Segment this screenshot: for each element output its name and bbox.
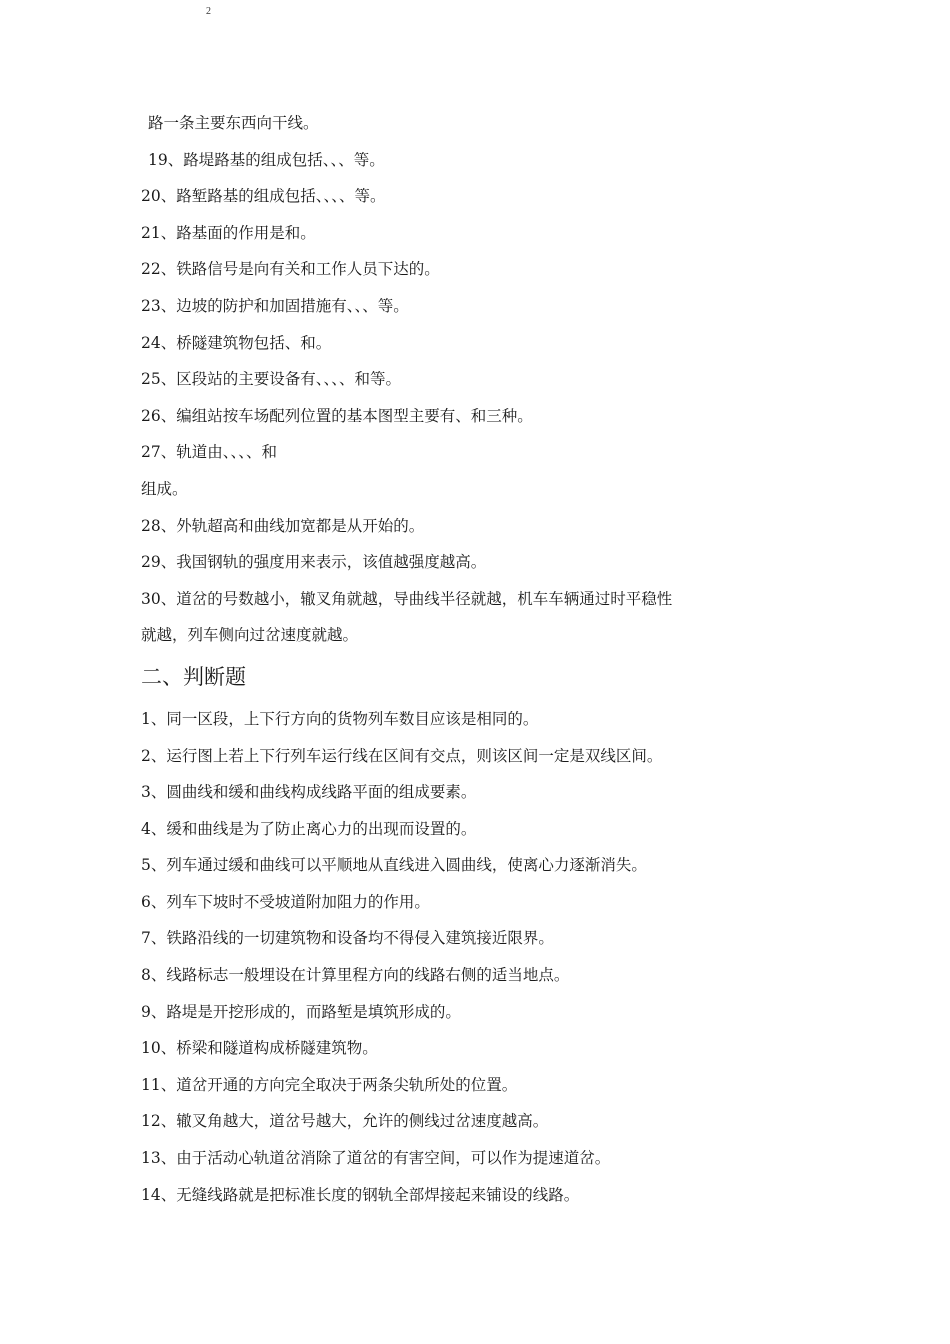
fill-in-item: 24、桥隧建筑物包括、和。 xyxy=(141,333,332,352)
fill-in-item: 20、路堑路基的组成包括、、、、等。 xyxy=(141,187,386,206)
true-false-item: 5、列车通过缓和曲线可以平顺地从直线进入圆曲线，使离心力逐渐消失。 xyxy=(141,856,647,875)
section-title: 二、判断题 xyxy=(141,664,246,689)
true-false-item: 6、列车下坡时不受坡道附加阻力的作用。 xyxy=(141,892,430,911)
true-false-item: 1、同一区段，上下行方向的货物列车数目应该是相同的。 xyxy=(141,709,539,728)
true-false-item: 9、路堤是开挖形成的，而路堑是填筑形成的。 xyxy=(141,1002,461,1021)
fill-in-item: 29、我国钢轨的强度用来表示，该值越强度越高。 xyxy=(141,553,487,572)
fill-in-item: 25、区段站的主要设备有、、、、和等。 xyxy=(141,370,401,389)
fill-in-item: 21、路基面的作用是和。 xyxy=(141,223,316,242)
true-false-item: 10、桥梁和隧道构成桥隧建筑物。 xyxy=(141,1039,378,1058)
fill-in-section xyxy=(141,105,781,654)
true-false-item: 3、圆曲线和缓和曲线构成线路平面的组成要素。 xyxy=(141,783,477,802)
fill-in-item: 就越，列车侧向过岔速度就越。 xyxy=(141,626,359,645)
fill-in-item: 19、路堤路基的组成包括、、、等。 xyxy=(148,150,385,169)
true-false-item: 8、线路标志一般埋设在计算里程方向的线路右侧的适当地点。 xyxy=(141,966,570,985)
true-false-item: 14、无缝线路就是把标准长度的钢轨全部焊接起来铺设的线路。 xyxy=(141,1185,580,1204)
true-false-item: 11、道岔开通的方向完全取决于两条尖轨所处的位置。 xyxy=(141,1075,518,1094)
fill-in-item: 27、轨道由、、、、和 xyxy=(141,443,277,462)
true-false-item: 2、运行图上若上下行列车运行线在区间有交点，则该区间一定是双线区间。 xyxy=(141,746,663,765)
fill-in-item: 路一条主要东西向干线。 xyxy=(148,114,319,132)
page-number: 2 xyxy=(206,6,211,17)
fill-in-item: 30、道岔的号数越小，辙叉角就越，导曲线半径就越，机车车辆通过时平稳性 xyxy=(141,589,673,608)
document-body xyxy=(141,105,781,1213)
fill-in-item: 28、外轨超高和曲线加宽都是从开始的。 xyxy=(141,516,425,535)
true-false-item: 12、辙叉角越大，道岔号越大，允许的侧线过岔速度越高。 xyxy=(141,1112,549,1131)
true-false-item: 7、铁路沿线的一切建筑物和设备均不得侵入建筑接近限界。 xyxy=(141,929,554,948)
fill-in-item: 组成。 xyxy=(141,479,188,498)
fill-in-item: 23、边坡的防护和加固措施有、、、等。 xyxy=(141,296,409,315)
true-false-section xyxy=(141,701,781,1213)
true-false-item: 4、缓和曲线是为了防止离心力的出现而设置的。 xyxy=(141,819,477,838)
fill-in-item: 26、编组站按车场配列位置的基本图型主要有、和三种。 xyxy=(141,406,533,425)
fill-in-item: 22、铁路信号是向有关和工作人员下达的。 xyxy=(141,260,440,279)
true-false-item: 13、由于活动心轨道岔消除了道岔的有害空间，可以作为提速道岔。 xyxy=(141,1149,611,1168)
